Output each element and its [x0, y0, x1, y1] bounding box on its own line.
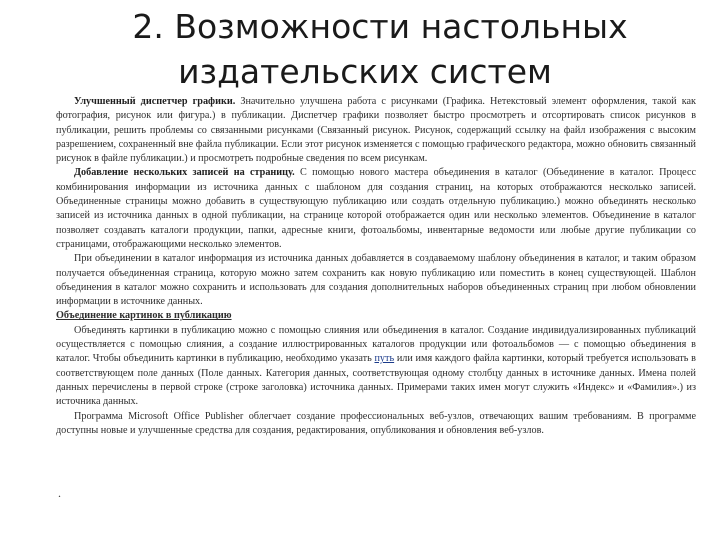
paragraph-catalog-merge: При объединении в каталог информация из источника данных добавляется в создаваемому шаблону объединения в каталог, и таким образом получается объединенная страница, которую можно затем сохранить как новую публикацию или поместить в конец существующей. Шаблон объединения в каталог можно сохранить и использовать для создания дополнительных наборов объединенных страниц при любом обновлении информации в источнике данных.	[56, 253, 696, 308]
title-line-1: 2. Возможности настольных	[132, 7, 628, 46]
paragraph-lead: Добавление нескольких записей на страницу.	[74, 167, 295, 179]
paragraph-text: С помощью нового мастера объединения в каталог (Объединение в каталог. Процесс комбинирования информации из источника данных с шаблоном для создания страниц, на которых отображаются несколько записей. Объединенные страницы можно добавить в существующую публикацию или создать отдельную публикацию.) можно объединять несколько записей из источника данных в одной публикации, на странице которой отображается один или несколько элементов. Объединение в каталог позволяет создавать каталоги продукции, папки, адресные книги, фотоальбомы, инвентарные ведомости или любые другие публикации со страницами, отображающими несколько элементов.	[56, 167, 697, 250]
body-text	[56, 95, 696, 438]
section-heading: Объединение картинок в публикацию	[56, 310, 232, 322]
page-title	[0, 4, 720, 94]
paragraph-text: или имя каждого файла картинки, который требуется использовать в соответствующем поле данных (Поле данных. Категория данных, соответствующая одному столбцу данных в источнике данных. Имена полей данных перечислены в первой строке (строке заголовка) источника данных. Примерами таких имен могут служить «Индекс» и «Фамилия».) из источника данных.	[56, 353, 696, 408]
trailing-dot: .	[58, 486, 61, 500]
paragraph-lead: Улучшенный диспетчер графики.	[74, 96, 236, 107]
paragraph-text: Объединять картинки в публикацию можно с помощью слияния или объединения в каталог. Создание индивидуализированных публикаций осуществляется с помощью слияния, а создание иллюстрированных каталогов продукции или фотоальбомов — с помощью объединения в каталог. Чтобы объединить картинки в публикацию, необходимо указать	[56, 324, 696, 365]
paragraph-text: Значительно улучшена работа с рисунками (Графика. Нетекстовый элемент оформления, такой как фотография, рисунок или фигура.) в публикации. Диспетчер графики позволяет быстро просмотреть и отсортировать список рисунков в публикации, решить проблемы со связанными рисунками (Связанный рисунок. Рисунок, содержащий ссылку на файл изображения с высоким разрешением, сохраненный вне файла публикации. Если этот рисунок изменяется с помощью графического редактора, можно обновить связанный рисунок в файле публикации.) и просмотреть подробные сведения по всем рисункам.	[56, 96, 696, 165]
paragraph-graphics-manager	[56, 95, 696, 166]
path-link[interactable]: путь	[374, 353, 395, 365]
paragraph-picture-merge	[56, 324, 696, 410]
paragraph-publisher-web: Программа Microsoft Office Publisher облегчает создание профессиональных веб-узлов, отвечающих вашим требованиям. В программе доступны новые и улучшенные средства для создания, редактирования, опубликования и обновления веб-узлов.	[56, 410, 696, 436]
title-line-2: издательских систем	[178, 52, 552, 91]
paragraph-multiple-records	[56, 166, 696, 252]
